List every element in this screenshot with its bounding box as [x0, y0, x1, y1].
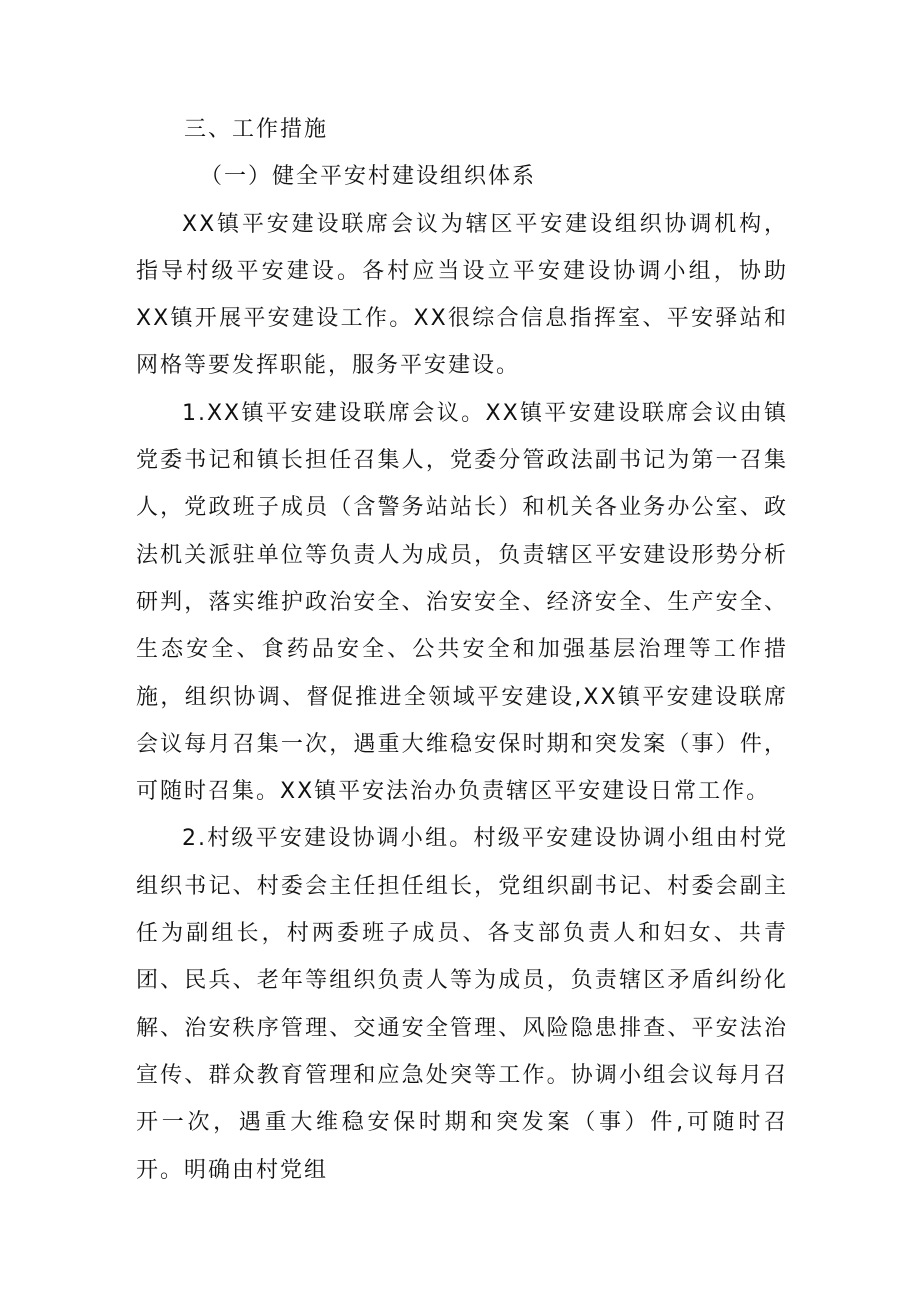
subsection-title: （一）健全平安村建设组织体系: [200, 164, 537, 190]
paragraph-intro: XX镇平安建设联席会议为辖区平安建设组织协调机构，指导村级平安建设。各村应当设立平安建设协调小组，协助XX镇开展平安建设工作。XX很综合信息指挥室、平安驿站和网格等要发挥职能，服务平安建设。: [136, 211, 788, 379]
paragraph-joint-meeting: 1.XX镇平安建设联席会议。XX镇平安建设联席会议由镇党委书记和镇长担任召集人，党委分管政法副书记为第一召集人，党政班子成员（含警务站站长）和机关各业务办公室、政法机关派驻单位等负责人为成员，负责辖区平安建设形势分析研判，落实维护政治安全、治安安全、经济安全、生产安全、生态安全、食药品安全、公共安全和加强基层治理等工作措施，组织协调、督促推进全领域平安建设,XX镇平安建设联席会议每月召集一次，遇重大维稳安保时期和突发案（事）件，可随时召集。XX镇平安法治办负责辖区平安建设日常工作。: [136, 400, 788, 805]
paragraph-village-group: 2.村级平安建设协调小组。村级平安建设协调小组由村党组织书记、村委会主任担任组长，党组织副书记、村委会副主任为副组长，村两委班子成员、各支部负责人和妇女、共青团、民兵、老年等组织负责人等为成员，负责辖区矛盾纠纷化解、治安秩序管理、交通安全管理、风险隐患排查、平安法治宣传、群众教育管理和应急处突等工作。协调小组会议每月召开一次，遇重大维稳安保时期和突发案（事）件,可随时召开。明确由村党组: [136, 826, 788, 1183]
document-body: [136, 106, 788, 1194]
section-title: 三、工作措施: [184, 117, 329, 142]
